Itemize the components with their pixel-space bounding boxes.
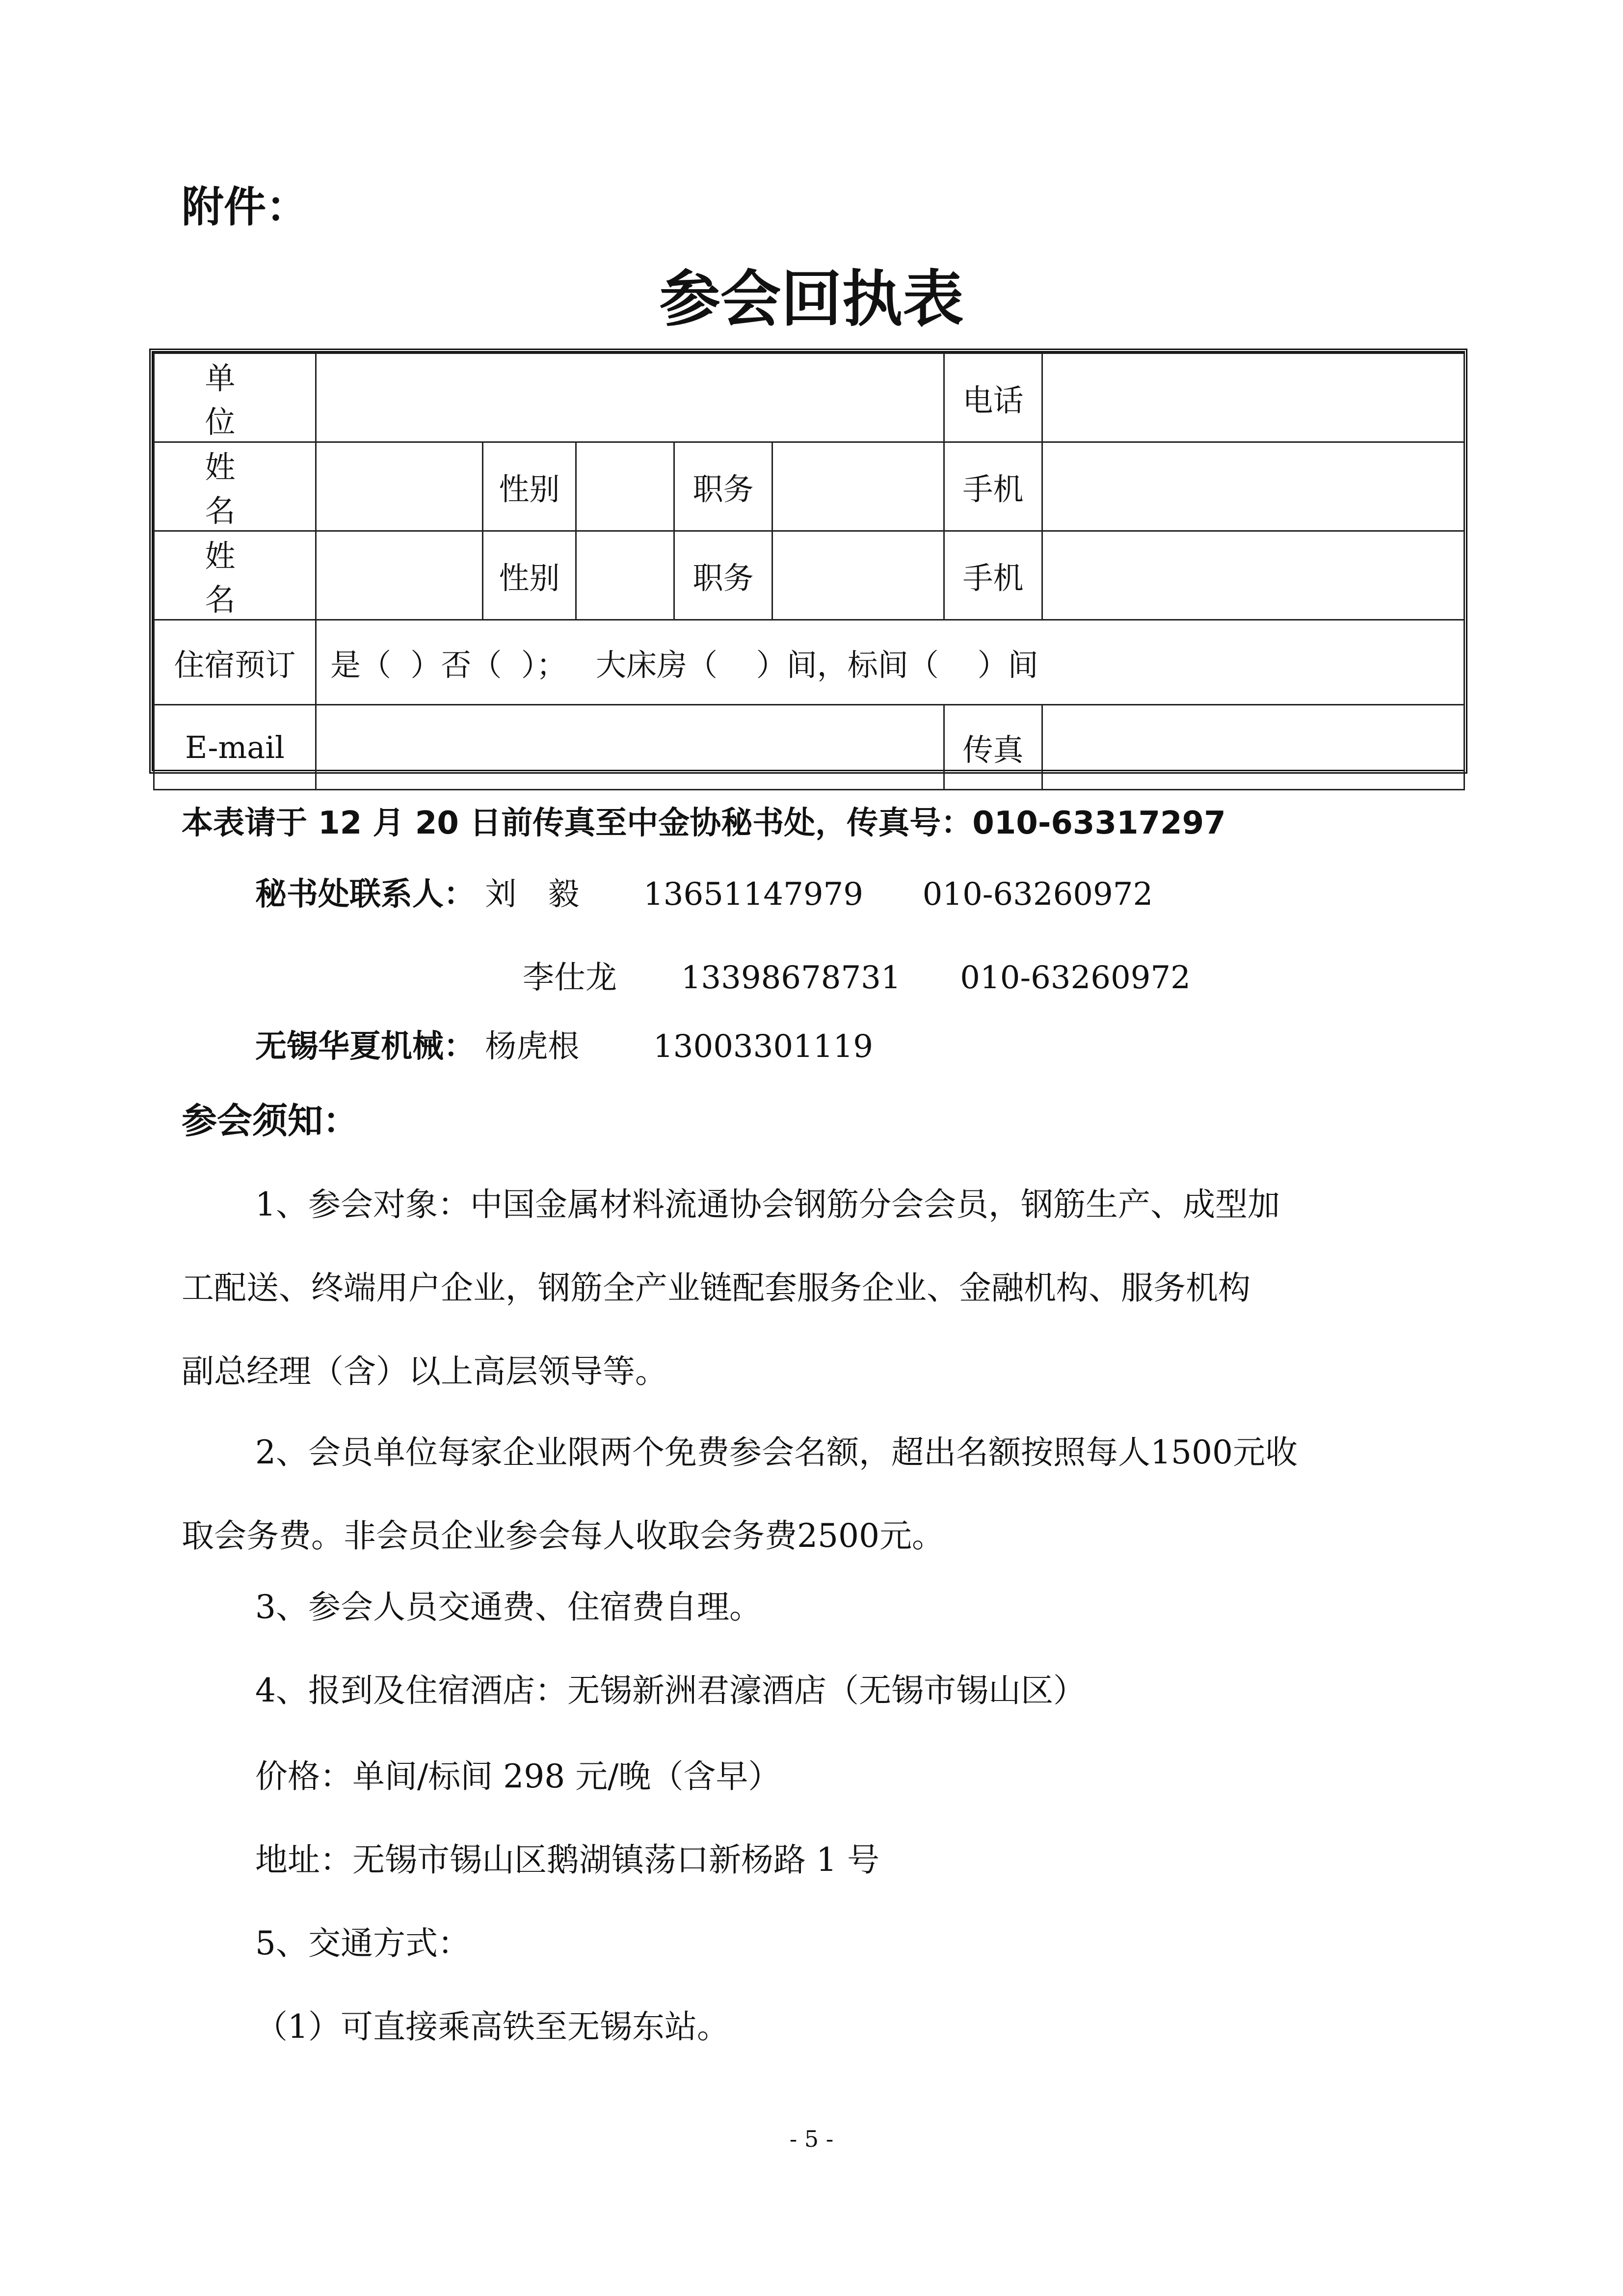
mobile-field[interactable] bbox=[1042, 442, 1464, 531]
attachment-label: 附件： bbox=[182, 183, 308, 232]
position-label: 职务 bbox=[674, 531, 772, 620]
page-number: - 5 - bbox=[789, 2126, 834, 2152]
contact-name: 杨虎根 bbox=[485, 1028, 580, 1065]
contact-name: 李仕龙 bbox=[523, 960, 617, 996]
email-label: E-mail bbox=[154, 705, 316, 790]
form-row-person-2 bbox=[154, 531, 1464, 620]
contact-mobile: 13003301119 bbox=[653, 1028, 873, 1065]
page-title: 参会回执表 bbox=[659, 264, 964, 335]
notice-heading: 参会须知： bbox=[182, 1100, 359, 1141]
fax-note: 本表请于 12 月 20 日前传真至中金协秘书处，传真号：010-63317297 bbox=[182, 805, 1226, 841]
form-row-unit bbox=[154, 353, 1464, 442]
gender-field[interactable] bbox=[576, 442, 674, 531]
position-field[interactable] bbox=[772, 531, 944, 620]
position-label: 职务 bbox=[674, 442, 772, 531]
secretariat-contact-1 bbox=[255, 869, 1153, 914]
position-field[interactable] bbox=[772, 442, 944, 531]
contact-phone: 010-63260972 bbox=[922, 876, 1153, 913]
phone-field[interactable] bbox=[1042, 353, 1464, 442]
form-row-lodging bbox=[154, 620, 1464, 705]
notice-line: 取会务费。非会员企业参会每人收取会务费2500元。 bbox=[182, 1517, 944, 1555]
notice-line: 价格：单间/标间 298 元/晚（含早） bbox=[255, 1757, 781, 1795]
name-label: 姓 名 bbox=[154, 442, 316, 531]
company-contact bbox=[255, 1021, 873, 1066]
notice-line: 4、报到及住宿酒店：无锡新洲君濠酒店（无锡市锡山区） bbox=[255, 1672, 1086, 1709]
secretariat-contact-2 bbox=[523, 952, 1191, 998]
receipt-form bbox=[149, 349, 1467, 774]
mobile-label: 手机 bbox=[944, 531, 1042, 620]
notice-line: 地址：无锡市锡山区鹅湖镇荡口新杨路 1 号 bbox=[255, 1841, 879, 1879]
unit-label: 单 位 bbox=[154, 353, 316, 442]
contact-mobile: 13651147979 bbox=[643, 876, 863, 913]
notice-line: 1、参会对象：中国金属材料流通协会钢筋分会会员，钢筋生产、成型加 bbox=[255, 1186, 1280, 1223]
email-field[interactable] bbox=[316, 705, 944, 790]
name-field[interactable] bbox=[316, 531, 483, 620]
notice-line: （1）可直接乘高铁至无锡东站。 bbox=[255, 2008, 729, 2046]
notice-line: 3、参会人员交通费、住宿费自理。 bbox=[255, 1588, 762, 1626]
lodging-options[interactable]: 是（ ）否（ ）； 大床房（ ）间，标间（ ）间 bbox=[316, 620, 1464, 705]
notice-line: 副总经理（含）以上高层领导等。 bbox=[182, 1352, 667, 1390]
mobile-field[interactable] bbox=[1042, 531, 1464, 620]
gender-label: 性别 bbox=[483, 442, 576, 531]
lodging-label: 住宿预订 bbox=[154, 620, 316, 705]
form-row-contact bbox=[154, 705, 1464, 790]
mobile-label: 手机 bbox=[944, 442, 1042, 531]
contact-name: 刘 毅 bbox=[485, 876, 580, 913]
contact-mobile: 13398678731 bbox=[681, 960, 901, 996]
phone-label: 电话 bbox=[944, 353, 1042, 442]
notice-line: 2、会员单位每家企业限两个免费参会名额，超出名额按照每人1500元收 bbox=[255, 1433, 1298, 1471]
fax-label: 传真 bbox=[944, 705, 1042, 790]
secretariat-label: 秘书处联系人： bbox=[255, 876, 475, 913]
gender-field[interactable] bbox=[576, 531, 674, 620]
notice-line: 工配送、终端用户企业，钢筋全产业链配套服务企业、金融机构、服务机构 bbox=[182, 1269, 1251, 1307]
name-label: 姓 名 bbox=[154, 531, 316, 620]
unit-field[interactable] bbox=[316, 353, 944, 442]
fax-field[interactable] bbox=[1042, 705, 1464, 790]
company-label: 无锡华夏机械： bbox=[255, 1028, 475, 1065]
notice-line: 5、交通方式： bbox=[255, 1924, 470, 1962]
gender-label: 性别 bbox=[483, 531, 576, 620]
contact-phone: 010-63260972 bbox=[960, 960, 1191, 996]
name-field[interactable] bbox=[316, 442, 483, 531]
form-row-person-1 bbox=[154, 442, 1464, 531]
